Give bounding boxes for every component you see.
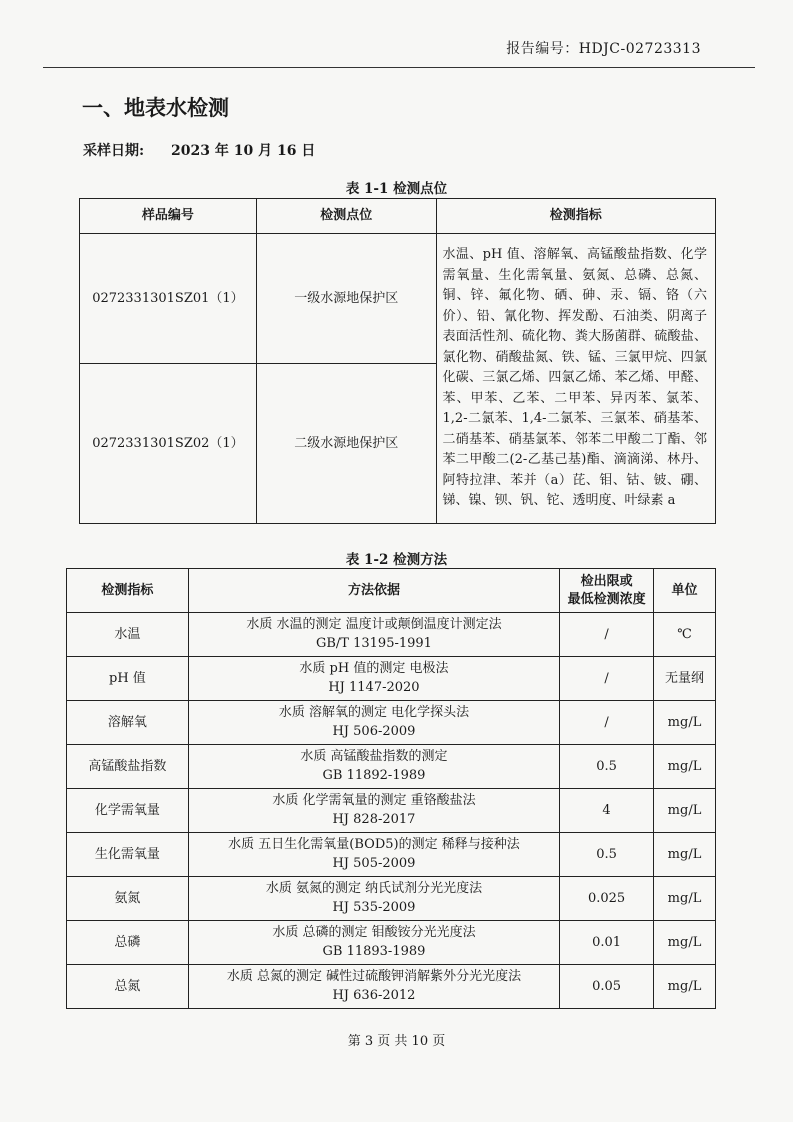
limit-cell: /	[560, 701, 654, 745]
method-name: 水质 水温的测定 温度计或颠倒温度计测定法	[246, 617, 502, 633]
method-cell	[188, 965, 559, 1009]
indicator-cell: 溶解氧	[67, 701, 189, 745]
table-row	[67, 657, 716, 701]
method-standard: GB 11893-1989	[322, 943, 426, 959]
detection-methods-table	[66, 568, 716, 1009]
method-name: 水质 pH 值的测定 电极法	[299, 661, 449, 677]
header-limit-line2: 最低检测浓度	[567, 591, 646, 607]
table-row	[67, 833, 716, 877]
table-row	[67, 701, 716, 745]
limit-cell: /	[560, 613, 654, 657]
header-location: 检测点位	[256, 199, 436, 234]
table-row	[67, 613, 716, 657]
table-row	[67, 745, 716, 789]
table-row	[80, 234, 716, 364]
method-standard: HJ 1147-2020	[328, 679, 420, 695]
limit-cell: 0.05	[560, 965, 654, 1009]
method-cell	[188, 745, 559, 789]
header-indicators: 检测指标	[436, 199, 715, 234]
method-cell	[188, 613, 559, 657]
header-divider	[43, 67, 755, 68]
method-standard: HJ 636-2012	[332, 987, 416, 1003]
method-standard: HJ 828-2017	[332, 811, 416, 827]
indicator-cell: 总磷	[67, 921, 189, 965]
method-name: 水质 氨氮的测定 纳氏试剂分光光度法	[265, 881, 483, 897]
indicator-cell: 总氮	[67, 965, 189, 1009]
method-name: 水质 总磷的测定 钼酸铵分光光度法	[272, 925, 476, 941]
method-name: 水质 五日生化需氧量(BOD5)的测定 稀释与接种法	[228, 837, 520, 853]
method-name: 水质 化学需氧量的测定 重铬酸盐法	[272, 793, 476, 809]
table-header-row	[80, 199, 716, 234]
unit-cell: mg/L	[654, 745, 716, 789]
unit-cell: mg/L	[654, 789, 716, 833]
method-name: 水质 溶解氧的测定 电化学探头法	[278, 705, 470, 721]
unit-cell: mg/L	[654, 921, 716, 965]
unit-cell: mg/L	[654, 833, 716, 877]
method-name: 水质 高锰酸盐指数的测定	[300, 749, 448, 765]
sampling-date-label: 采样日期:	[83, 143, 145, 159]
table-header-row	[67, 569, 716, 613]
unit-cell: ℃	[654, 613, 716, 657]
table-row	[67, 965, 716, 1009]
method-standard: HJ 535-2009	[332, 899, 416, 915]
indicator-cell: 化学需氧量	[67, 789, 189, 833]
limit-cell: 0.5	[560, 833, 654, 877]
report-number: 报告编号：HDJC-02723313	[506, 41, 701, 57]
indicator-cell: 生化需氧量	[67, 833, 189, 877]
unit-cell: mg/L	[654, 701, 716, 745]
indicators-cell: 水温、pH 值、溶解氧、高锰酸盐指数、化学需氧量、生化需氧量、氨氮、总磷、总氮、铜、锌、氟化物、硒、砷、汞、镉、铬（六价）、铅、氰化物、挥发酚、石油类、阴离子表面活性剂、硫化物、粪大肠菌群、硫酸盐、氯化物、硝酸盐氮、铁、锰、三氯甲烷、四氯化碳、三氯乙烯、四氯乙烯、苯乙烯、甲醛、苯、甲苯、乙苯、二甲苯、异丙苯、氯苯、1,2-二氯苯、1,4-二氯苯、三氯苯、硝基苯、二硝基苯、硝基氯苯、邻苯二甲酸二丁酯、邻苯二甲酸二(2-乙基己基)酯、滴滴涕、林丹、阿特拉津、苯并（a）芘、钼、钴、铍、硼、锑、镍、钡、钒、铊、透明度、叶绿素 a	[436, 234, 715, 524]
location-cell: 一级水源地保护区	[256, 234, 436, 364]
table-row	[67, 921, 716, 965]
method-cell	[188, 789, 559, 833]
limit-cell: 0.01	[560, 921, 654, 965]
method-standard: GB/T 13195-1991	[315, 635, 432, 651]
header-sample-id: 样品编号	[80, 199, 257, 234]
method-cell	[188, 921, 559, 965]
limit-cell: /	[560, 657, 654, 701]
header-method: 方法依据	[188, 569, 559, 613]
sampling-date-line	[83, 140, 315, 160]
method-name: 水质 总氮的测定 碱性过硫酸钾消解紫外分光光度法	[226, 969, 522, 985]
header-unit: 单位	[654, 569, 716, 613]
header-indicator: 检测指标	[67, 569, 189, 613]
header-limit-line1: 检出限或	[580, 573, 633, 589]
sample-id-cell: 0272331301SZ02（1）	[80, 364, 257, 524]
table2-caption: 表 1-2 检测方法	[345, 552, 448, 568]
table-row	[67, 877, 716, 921]
method-cell	[188, 657, 559, 701]
method-standard: HJ 505-2009	[332, 855, 416, 871]
limit-cell: 0.5	[560, 745, 654, 789]
section-title: 一、地表水检测	[82, 96, 229, 120]
unit-cell: mg/L	[654, 965, 716, 1009]
sampling-date-value: 2023 年 10 月 16 日	[171, 143, 316, 159]
table-row	[67, 789, 716, 833]
method-cell	[188, 833, 559, 877]
method-standard: GB 11892-1989	[322, 767, 426, 783]
method-cell	[188, 701, 559, 745]
unit-cell: 无量纲	[654, 657, 716, 701]
indicator-cell: 水温	[67, 613, 189, 657]
method-standard: HJ 506-2009	[332, 723, 416, 739]
method-cell	[188, 877, 559, 921]
indicator-cell: 氨氮	[67, 877, 189, 921]
location-cell: 二级水源地保护区	[256, 364, 436, 524]
page-footer: 第 3 页 共 10 页	[347, 1034, 446, 1049]
sample-id-cell: 0272331301SZ01（1）	[80, 234, 257, 364]
table1-caption: 表 1-1 检测点位	[345, 181, 448, 197]
limit-cell: 4	[560, 789, 654, 833]
detection-points-table	[79, 198, 716, 524]
unit-cell: mg/L	[654, 877, 716, 921]
header-limit	[560, 569, 654, 613]
indicator-cell: 高锰酸盐指数	[67, 745, 189, 789]
indicator-cell: pH 值	[67, 657, 189, 701]
limit-cell: 0.025	[560, 877, 654, 921]
